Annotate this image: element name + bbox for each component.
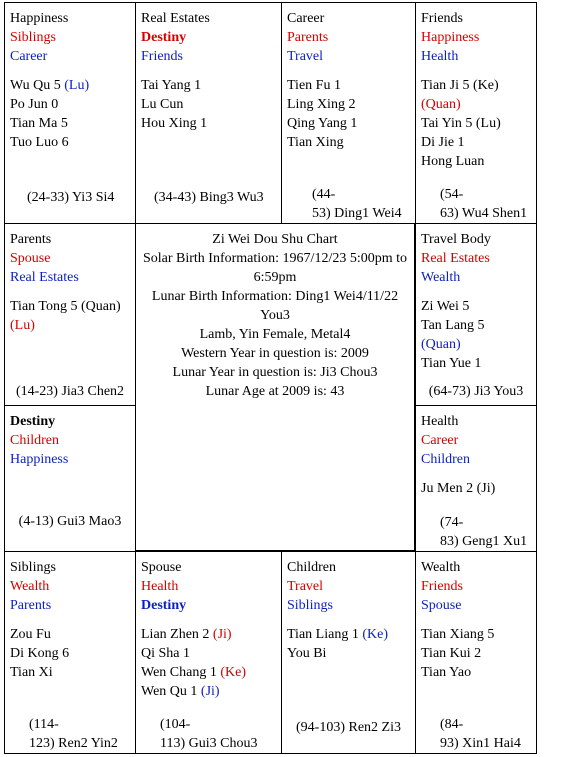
star-line [421, 663, 533, 682]
star-text: Tian Ji 5 (Ke) [421, 78, 499, 93]
spacer [10, 287, 132, 297]
star-text: Tian Xiang 5 [421, 627, 495, 642]
palace-mid-left-2 [4, 405, 136, 552]
star-text: Zou Fu [10, 627, 51, 642]
star-line [421, 152, 533, 171]
spacer [10, 66, 132, 76]
palace-bot2 [135, 551, 282, 754]
star-line [10, 644, 132, 663]
palace-title: Children [421, 452, 470, 467]
palace-title: Happiness [421, 30, 480, 45]
palace-title: Wealth [421, 560, 461, 575]
star-line [421, 335, 533, 354]
palace-title: Travel Body [421, 232, 491, 247]
star-text: Tian Kui 2 [421, 646, 482, 661]
western-year-info: Western Year in question is: 2009 [181, 346, 369, 361]
star-line [421, 316, 533, 335]
star-text: (Quan) [421, 337, 461, 352]
palace-title: Happiness [10, 11, 69, 26]
palace-title: Siblings [287, 598, 333, 613]
palace-title: Health [421, 414, 459, 429]
palace-title: Destiny [141, 30, 187, 45]
spacer [141, 66, 278, 76]
palace-title: Destiny [141, 598, 187, 613]
star-line [10, 76, 132, 95]
star-text: Di Kong 6 [10, 646, 70, 661]
palace-title: Career [421, 433, 459, 448]
decade-range-line: 113) Gui3 Chou3 [160, 736, 258, 751]
palace-title: Real Estates [421, 251, 490, 266]
decade-range-line: (14-23) Jia3 Chen2 [15, 384, 125, 399]
star-line [287, 625, 412, 644]
palace-title: Health [141, 579, 179, 594]
star-line [287, 76, 412, 95]
star-text: (Lu) [64, 78, 90, 93]
palace-top2 [135, 2, 282, 224]
palace-title: Children [10, 433, 59, 448]
star-text: Tian Ma 5 [10, 116, 68, 131]
star-text: Zi Wei 5 [421, 299, 470, 314]
star-text: Wu Qu 5 [10, 78, 65, 93]
decade-range-line: (84- [440, 717, 464, 732]
star-line [10, 625, 132, 644]
star-line [141, 625, 278, 644]
palace-title: Travel [287, 49, 324, 64]
palace-bot4 [415, 551, 537, 754]
decade-range [416, 513, 536, 551]
spacer [287, 615, 412, 625]
star-text: (Ji) [212, 627, 232, 642]
star-text: Wen Chang 1 [141, 665, 221, 680]
palace-title: Siblings [10, 30, 56, 45]
palace-mid-right-2 [415, 405, 537, 552]
star-text: Ling Xing 2 [287, 97, 356, 112]
star-line [141, 76, 278, 95]
decade-range-line: (64-73) Ji3 You3 [428, 384, 524, 399]
star-text: Tai Yin 5 (Lu) [421, 116, 501, 131]
star-text: Tian Yue 1 [421, 356, 482, 371]
decade-range-line: (4-13) Gui3 Mao3 [18, 514, 122, 529]
decade-range [416, 715, 536, 753]
star-text: (Quan) [421, 97, 461, 112]
star-line [10, 663, 132, 682]
star-line [421, 625, 533, 644]
decade-range-line: 53) Ding1 Wei4 [312, 206, 402, 221]
palace-title: Real Estates [10, 270, 79, 285]
palace-title: Travel [287, 579, 324, 594]
star-text: (Lu) [10, 318, 35, 333]
lunar-age-info: Lunar Age at 2009 is: 43 [205, 384, 345, 399]
decade-range [416, 185, 536, 223]
star-line [10, 316, 132, 335]
star-text: Tien Fu 1 [287, 78, 341, 93]
star-line [421, 76, 533, 95]
palace-title: Spouse [10, 251, 51, 266]
palace-bot1 [4, 551, 136, 754]
star-text: Lu Cun [141, 97, 184, 112]
palace-top4 [415, 2, 537, 224]
spacer [287, 66, 412, 76]
lunar-birth-info: Lunar Birth Information: Ding1 Wei4/11/22 You3 [151, 289, 399, 323]
decade-range [282, 718, 415, 737]
palace-title: Career [287, 11, 325, 26]
decade-range-line: 93) Xin1 Hai4 [440, 736, 521, 751]
star-text: Hong Luan [421, 154, 485, 169]
star-text: Tian Xing [287, 135, 344, 150]
star-text: Po Jun 0 [10, 97, 59, 112]
palace-title: Friends [421, 11, 463, 26]
star-line [141, 644, 278, 663]
decade-range [5, 512, 135, 531]
star-line [287, 644, 412, 663]
star-text: Tan Lang 5 [421, 318, 485, 333]
spacer [421, 469, 533, 479]
star-line [421, 479, 533, 498]
star-line [10, 114, 132, 133]
animal-gender-element: Lamb, Yin Female, Metal4 [199, 327, 351, 342]
star-text: Tai Yang 1 [141, 78, 202, 93]
star-line [421, 133, 533, 152]
star-line [10, 95, 132, 114]
palace-title: Happiness [10, 452, 69, 467]
decade-range [5, 188, 135, 207]
palace-title: Health [421, 49, 459, 64]
decade-range-line: 63) Wu4 Shen1 [440, 206, 528, 221]
star-text: Qing Yang 1 [287, 116, 358, 131]
star-text: (Ke) [220, 665, 247, 680]
star-text: (Ke) [362, 627, 388, 642]
decade-range-line: 123) Ren2 Yin2 [29, 736, 118, 751]
star-line [10, 133, 132, 152]
palace-title: Wealth [10, 579, 50, 594]
star-line [421, 354, 533, 373]
palace-title: Siblings [10, 560, 56, 575]
decade-range-line: (54- [440, 187, 464, 202]
star-text: Qi Sha 1 [141, 646, 190, 661]
lunar-year-info: Lunar Year in question is: Ji3 Chou3 [172, 365, 378, 380]
decade-range [5, 715, 135, 753]
palace-top1 [4, 2, 136, 224]
palace-mid-right-1 [415, 223, 537, 406]
palace-title: Destiny [10, 414, 56, 429]
palace-title: Spouse [421, 598, 462, 613]
palace-title: Parents [10, 232, 52, 247]
palace-bot3 [281, 551, 416, 754]
decade-range-line: (114- [29, 717, 59, 732]
solar-birth-info: Solar Birth Information: 1967/12/23 5:00pm to 6:59pm [142, 251, 408, 285]
decade-range [136, 188, 281, 207]
star-line [421, 297, 533, 316]
spacer [421, 287, 533, 297]
spacer [421, 66, 533, 76]
star-text: Tian Yao [421, 665, 472, 680]
decade-range-line: (94-103) Ren2 Zi3 [296, 720, 401, 735]
star-text: Di Jie 1 [421, 135, 465, 150]
decade-range-line: (24-33) Yi3 Si4 [27, 190, 115, 205]
star-text: Lian Zhen 2 [141, 627, 213, 642]
star-line [141, 114, 278, 133]
chart-info-panel [135, 223, 415, 551]
palace-mid-left-1 [4, 223, 136, 406]
decade-range-line: (74- [440, 515, 464, 530]
spacer [10, 615, 132, 625]
star-line [421, 114, 533, 133]
palace-title: Children [287, 560, 336, 575]
star-text: Tuo Luo 6 [10, 135, 69, 150]
spacer [421, 615, 533, 625]
star-text: You Bi [287, 646, 327, 661]
decade-range [282, 185, 415, 223]
star-line [421, 644, 533, 663]
palace-title: Spouse [141, 560, 182, 575]
star-text: Hou Xing 1 [141, 116, 208, 131]
palace-title: Career [10, 49, 48, 64]
star-text: Ju Men 2 (Ji) [421, 481, 496, 496]
palace-title: Friends [141, 49, 183, 64]
palace-title: Parents [287, 30, 329, 45]
zi-wei-chart [4, 2, 537, 754]
star-text: Wen Qu 1 [141, 684, 201, 699]
palace-title: Friends [421, 579, 463, 594]
decade-range [416, 382, 536, 401]
star-line [287, 95, 412, 114]
star-line [10, 297, 132, 316]
decade-range-line: 83) Geng1 Xu1 [440, 534, 528, 549]
star-line [421, 95, 533, 114]
star-text: (Ji) [200, 684, 220, 699]
star-line [287, 133, 412, 152]
decade-range-line: (44- [312, 187, 336, 202]
decade-range [136, 715, 281, 753]
star-line [287, 114, 412, 133]
decade-range-line: (104- [160, 717, 191, 732]
spacer [141, 615, 278, 625]
star-line [141, 682, 278, 701]
star-text: Tian Liang 1 [287, 627, 363, 642]
star-text: Tian Tong 5 (Quan) [10, 299, 121, 314]
palace-title: Parents [10, 598, 52, 613]
palace-top3 [281, 2, 416, 224]
star-line [141, 663, 278, 682]
star-text: Tian Xi [10, 665, 53, 680]
palace-title: Wealth [421, 270, 461, 285]
decade-range-line: (34-43) Bing3 Wu3 [154, 190, 264, 205]
chart-title: Zi Wei Dou Shu Chart [212, 232, 338, 247]
decade-range [5, 382, 135, 401]
star-line [141, 95, 278, 114]
palace-title: Real Estates [141, 11, 210, 26]
